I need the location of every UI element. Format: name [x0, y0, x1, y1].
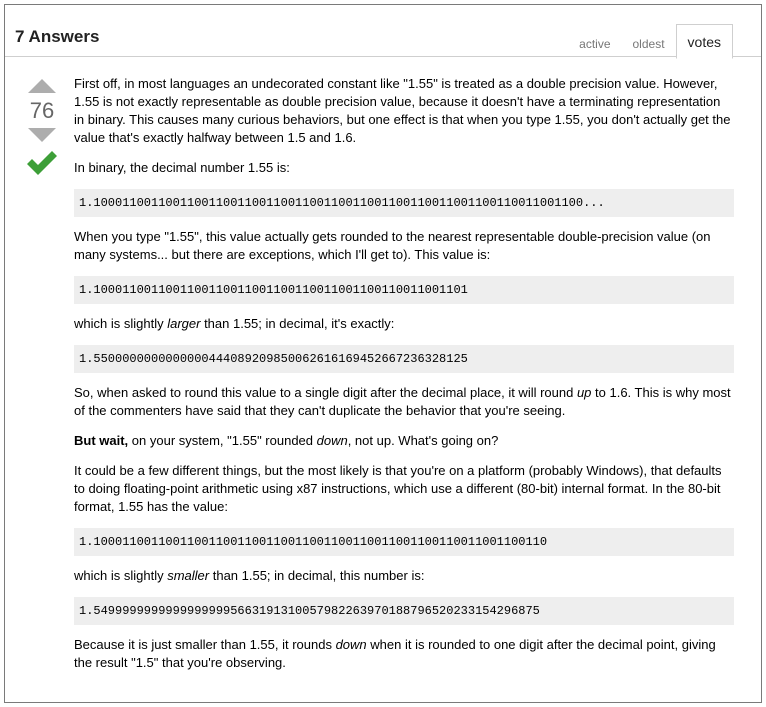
text-run: , not up. What's going on? — [347, 433, 499, 448]
tab-votes[interactable]: votes — [676, 24, 733, 59]
text-run: when it is rounded to one digit after the decimal point, giving the result "1.5" that you're observing. — [74, 637, 716, 670]
text-run: which is slightly — [74, 568, 168, 583]
answer-paragraph — [74, 432, 734, 450]
answers-header — [5, 5, 761, 57]
answers-count-title: 7 Answers — [15, 27, 100, 46]
code-block: 1.54999999999999999995663191310057982263970188796520233154296875 — [74, 597, 734, 625]
tab-active[interactable]: active — [579, 37, 611, 51]
accepted-checkmark-icon — [24, 148, 60, 178]
emphasis-text: down — [316, 433, 348, 448]
text-run: than 1.55; in decimal, this number is: — [209, 568, 425, 583]
code-block: 1.10001100110011001100110011001100110011001100110011001100110011001100... — [74, 189, 734, 217]
emphasis-text: up — [576, 385, 592, 400]
emphasis-text: down — [335, 637, 367, 652]
text-run: which is slightly — [74, 316, 168, 331]
answer-paragraph — [74, 567, 734, 585]
text-run: to 1.6. This is why most of the commenters have said that they can't duplicate the behavior that you're seeing. — [74, 385, 731, 418]
answer-paragraph: It could be a few different things, but the most likely is that you're on a platform (probably Windows), that defaults to doing floating-point arithmetic using x87 instructions, which use a different (80-bit) internal format. In the 80-bit format, 1.55 has the value: — [74, 463, 722, 514]
text-run: than 1.55; in decimal, it's exactly: — [200, 316, 395, 331]
vote-cell — [24, 79, 60, 178]
sort-tabs — [568, 21, 733, 58]
strong-text: But wait, — [74, 433, 129, 448]
text-run: So, when asked to round this value to a single digit after the decimal place, it will round — [74, 385, 577, 400]
upvote-arrow-icon[interactable] — [28, 79, 56, 93]
answer-paragraph: When you type "1.55", this value actually gets rounded to the nearest representable double-precision value (on many systems... but there are exceptions, which I'll get to). This value is: — [74, 229, 711, 262]
code-block: 1.100011001100110011001100110011001100110011001100110011001100110 — [74, 528, 734, 556]
tab-oldest[interactable]: oldest — [632, 37, 665, 51]
answers-panel — [4, 4, 762, 703]
emphasis-text: smaller — [167, 568, 210, 583]
code-block: 1.1000110011001100110011001100110011001100110011001101 — [74, 276, 734, 304]
answer-paragraph — [74, 315, 734, 333]
answer-paragraph — [74, 384, 734, 420]
answer-paragraph — [74, 636, 734, 672]
text-run: on your system, "1.55" rounded — [128, 433, 317, 448]
downvote-arrow-icon[interactable] — [28, 128, 56, 142]
emphasis-text: larger — [167, 316, 201, 331]
answer-paragraph: First off, in most languages an undecorated constant like "1.55" is treated as a double precision value. However, 1.55 is not exactly representable as double precision value, because it doesn't have a terminating representation in binary. This causes many curious behaviors, but one effect is that when you type 1.55, you don't actually get the value that's exactly halfway between 1.5 and 1.6. — [74, 76, 731, 145]
text-run: Because it is just smaller than 1.55, it rounds — [74, 637, 336, 652]
code-block: 1.5500000000000000444089209850062616169452667236328125 — [74, 345, 734, 373]
answer-body — [74, 75, 734, 684]
answer-paragraph: In binary, the decimal number 1.55 is: — [74, 160, 290, 175]
vote-count: 76 — [29, 98, 55, 123]
